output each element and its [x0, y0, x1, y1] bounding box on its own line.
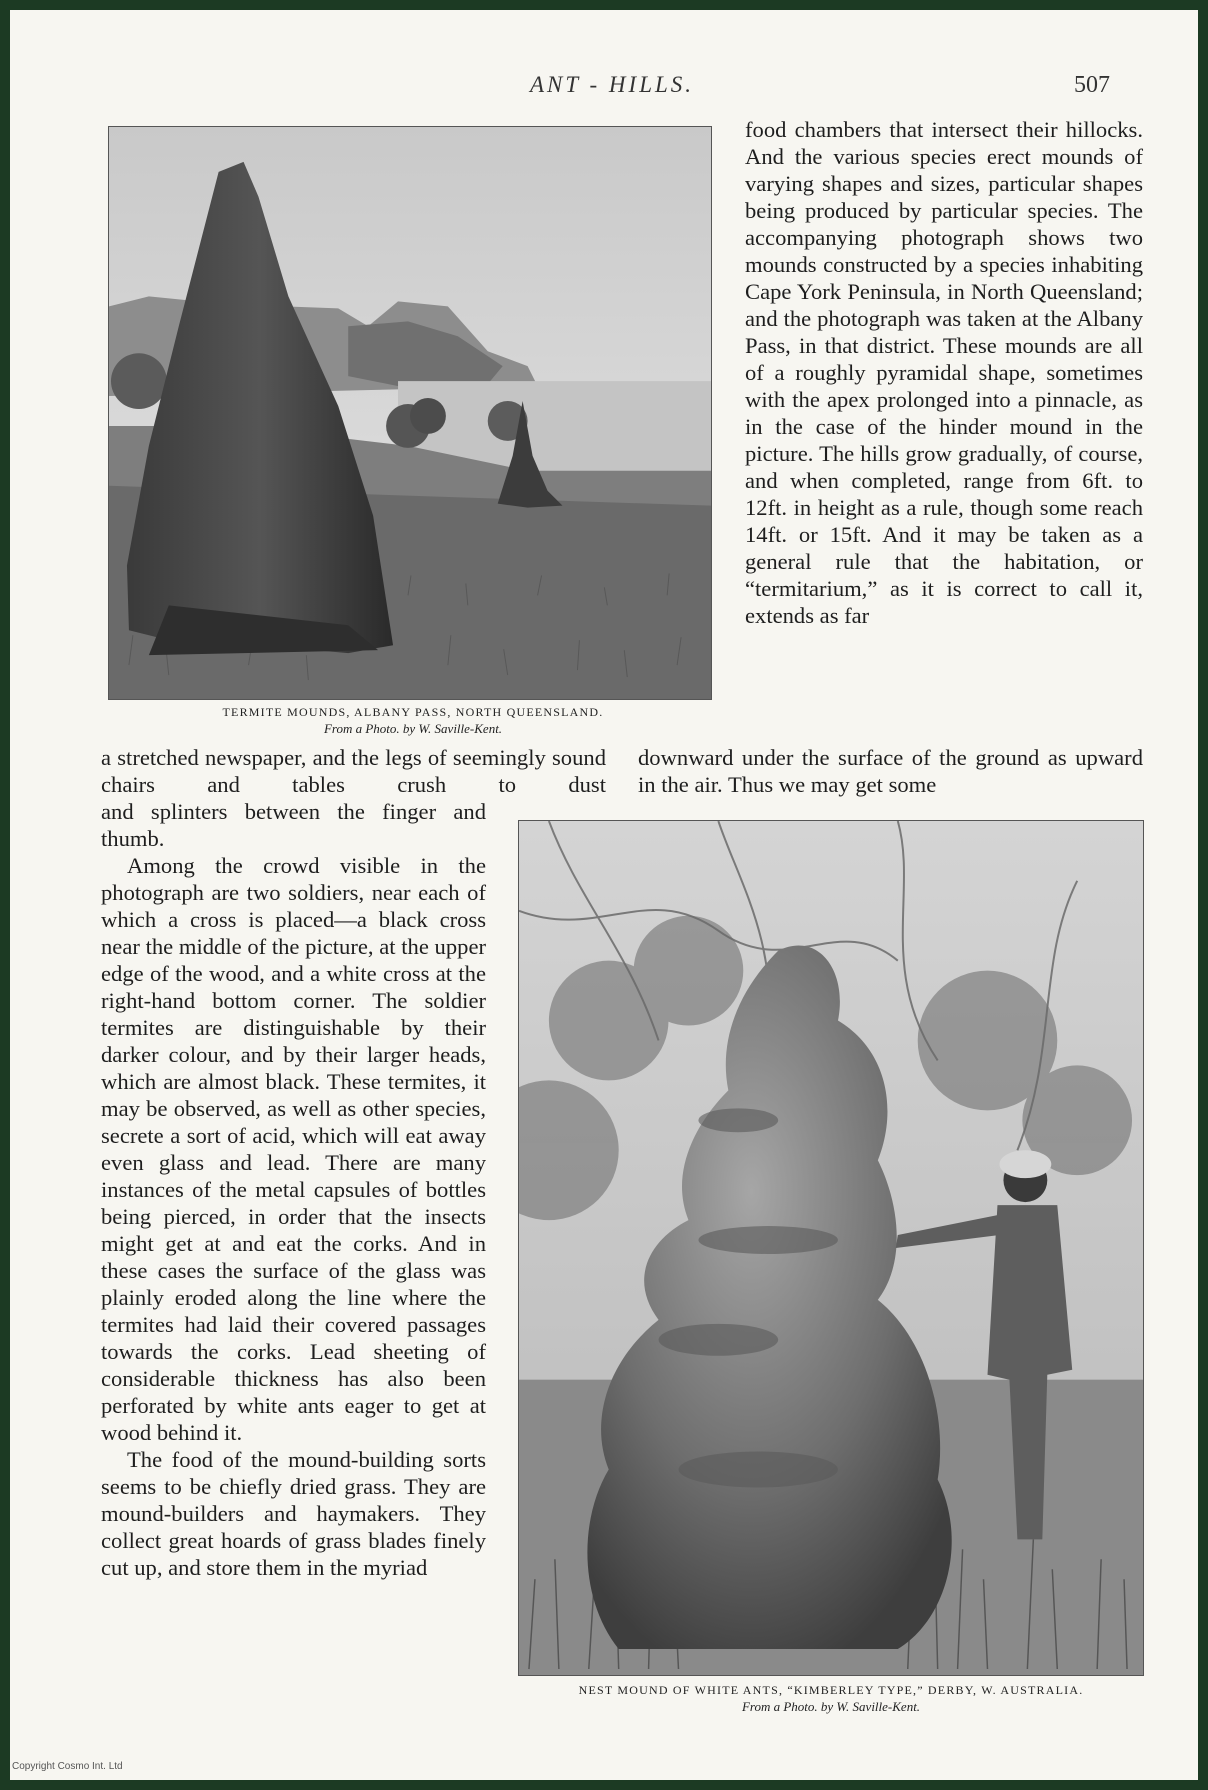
paragraph-wide-right: downward under the surface of the ground as upward in the air. Thus we may get some	[638, 745, 1143, 797]
photo-termite-mounds-albany-pass	[108, 126, 712, 700]
figure-kimberley-caption	[518, 1682, 1144, 1716]
paragraph-wide-left: a stretched newspaper, and the legs of seemingly sound chairs and tables crush to dust	[101, 745, 606, 797]
caption-title: TERMITE MOUNDS, ALBANY PASS, NORTH QUEENSLAND.	[222, 705, 604, 719]
photo-illustration	[519, 821, 1143, 1675]
paragraph-soldier-termites: Among the crowd visible in the photograph are two soldiers, near each of which a cross is placed—a black cross near the middle of the picture, at the upper edge of the wood, and a white cross at the right-hand bottom corner. The soldier termites are distinguishable by their darker colour, and by their larger heads, which are almost black. These termites, it may be observed, as well as other species, secrete a sort of acid, which will eat away even glass and lead. There are many instances of the metal capsules of bottles being pierced, in order that the insects might get at and eat the corks. And in these cases the surface of the glass was plainly eroded along the line where the termites had laid their covered passages towards the corks. Lead sheeting of considerable thickness has also been perforated by white ants eager to get at wood behind it.	[101, 853, 486, 1445]
running-title: ANT - HILLS.	[530, 72, 695, 97]
caption-title: NEST MOUND OF WHITE ANTS, “KIMBERLEY TYPE,” DERBY, W. AUSTRALIA.	[578, 1683, 1084, 1697]
figure-albany-pass-caption	[108, 704, 718, 738]
magazine-page	[10, 10, 1198, 1780]
figure-albany-pass	[108, 126, 718, 738]
paragraph-food: The food of the mound-building sorts seems to be chiefly dried grass. They are mound-builders and haymakers. They collect great hoards of grass blades finely cut up, and store them in the myriad	[101, 1447, 486, 1580]
page-number: 507	[1074, 72, 1110, 98]
paragraph-continuation: and splinters between the finger and thumb.	[101, 799, 486, 851]
photo-illustration	[109, 127, 711, 699]
text-column-left	[101, 798, 486, 1581]
photo-kimberley-nest-mound	[518, 820, 1144, 1676]
caption-credit: From a Photo. by W. Saville-Kent.	[741, 1699, 921, 1714]
text-wide-left	[101, 744, 606, 798]
copyright-notice: Copyright Cosmo Int. Ltd	[12, 1761, 123, 1772]
caption-credit: From a Photo. by W. Saville-Kent.	[323, 721, 503, 736]
figure-kimberley-mound	[518, 820, 1144, 1718]
paragraph-mound-species: food chambers that intersect their hillocks. And the various species erect mounds of varying shapes and sizes, particular shapes being produced by particular species. The accompanying photograph shows two mounds constructed by a species inhabiting Cape York Peninsula, in North Queensland; and the photograph was taken at the Albany Pass, in that district. These mounds are all of a roughly pyramidal shape, sometimes with the apex prolonged into a pinnacle, as in the case of the hinder mound in the picture. The hills grow gradually, of course, and when completed, range from 6ft. to 12ft. in height as a rule, though some reach 14ft. or 15ft. And it may be taken as a general rule that the habitation, or “termitarium,” as it is correct to call it, extends as far	[745, 117, 1143, 628]
text-wide-right	[638, 744, 1143, 798]
text-column-right-top	[745, 116, 1143, 629]
page-header	[10, 72, 1198, 104]
